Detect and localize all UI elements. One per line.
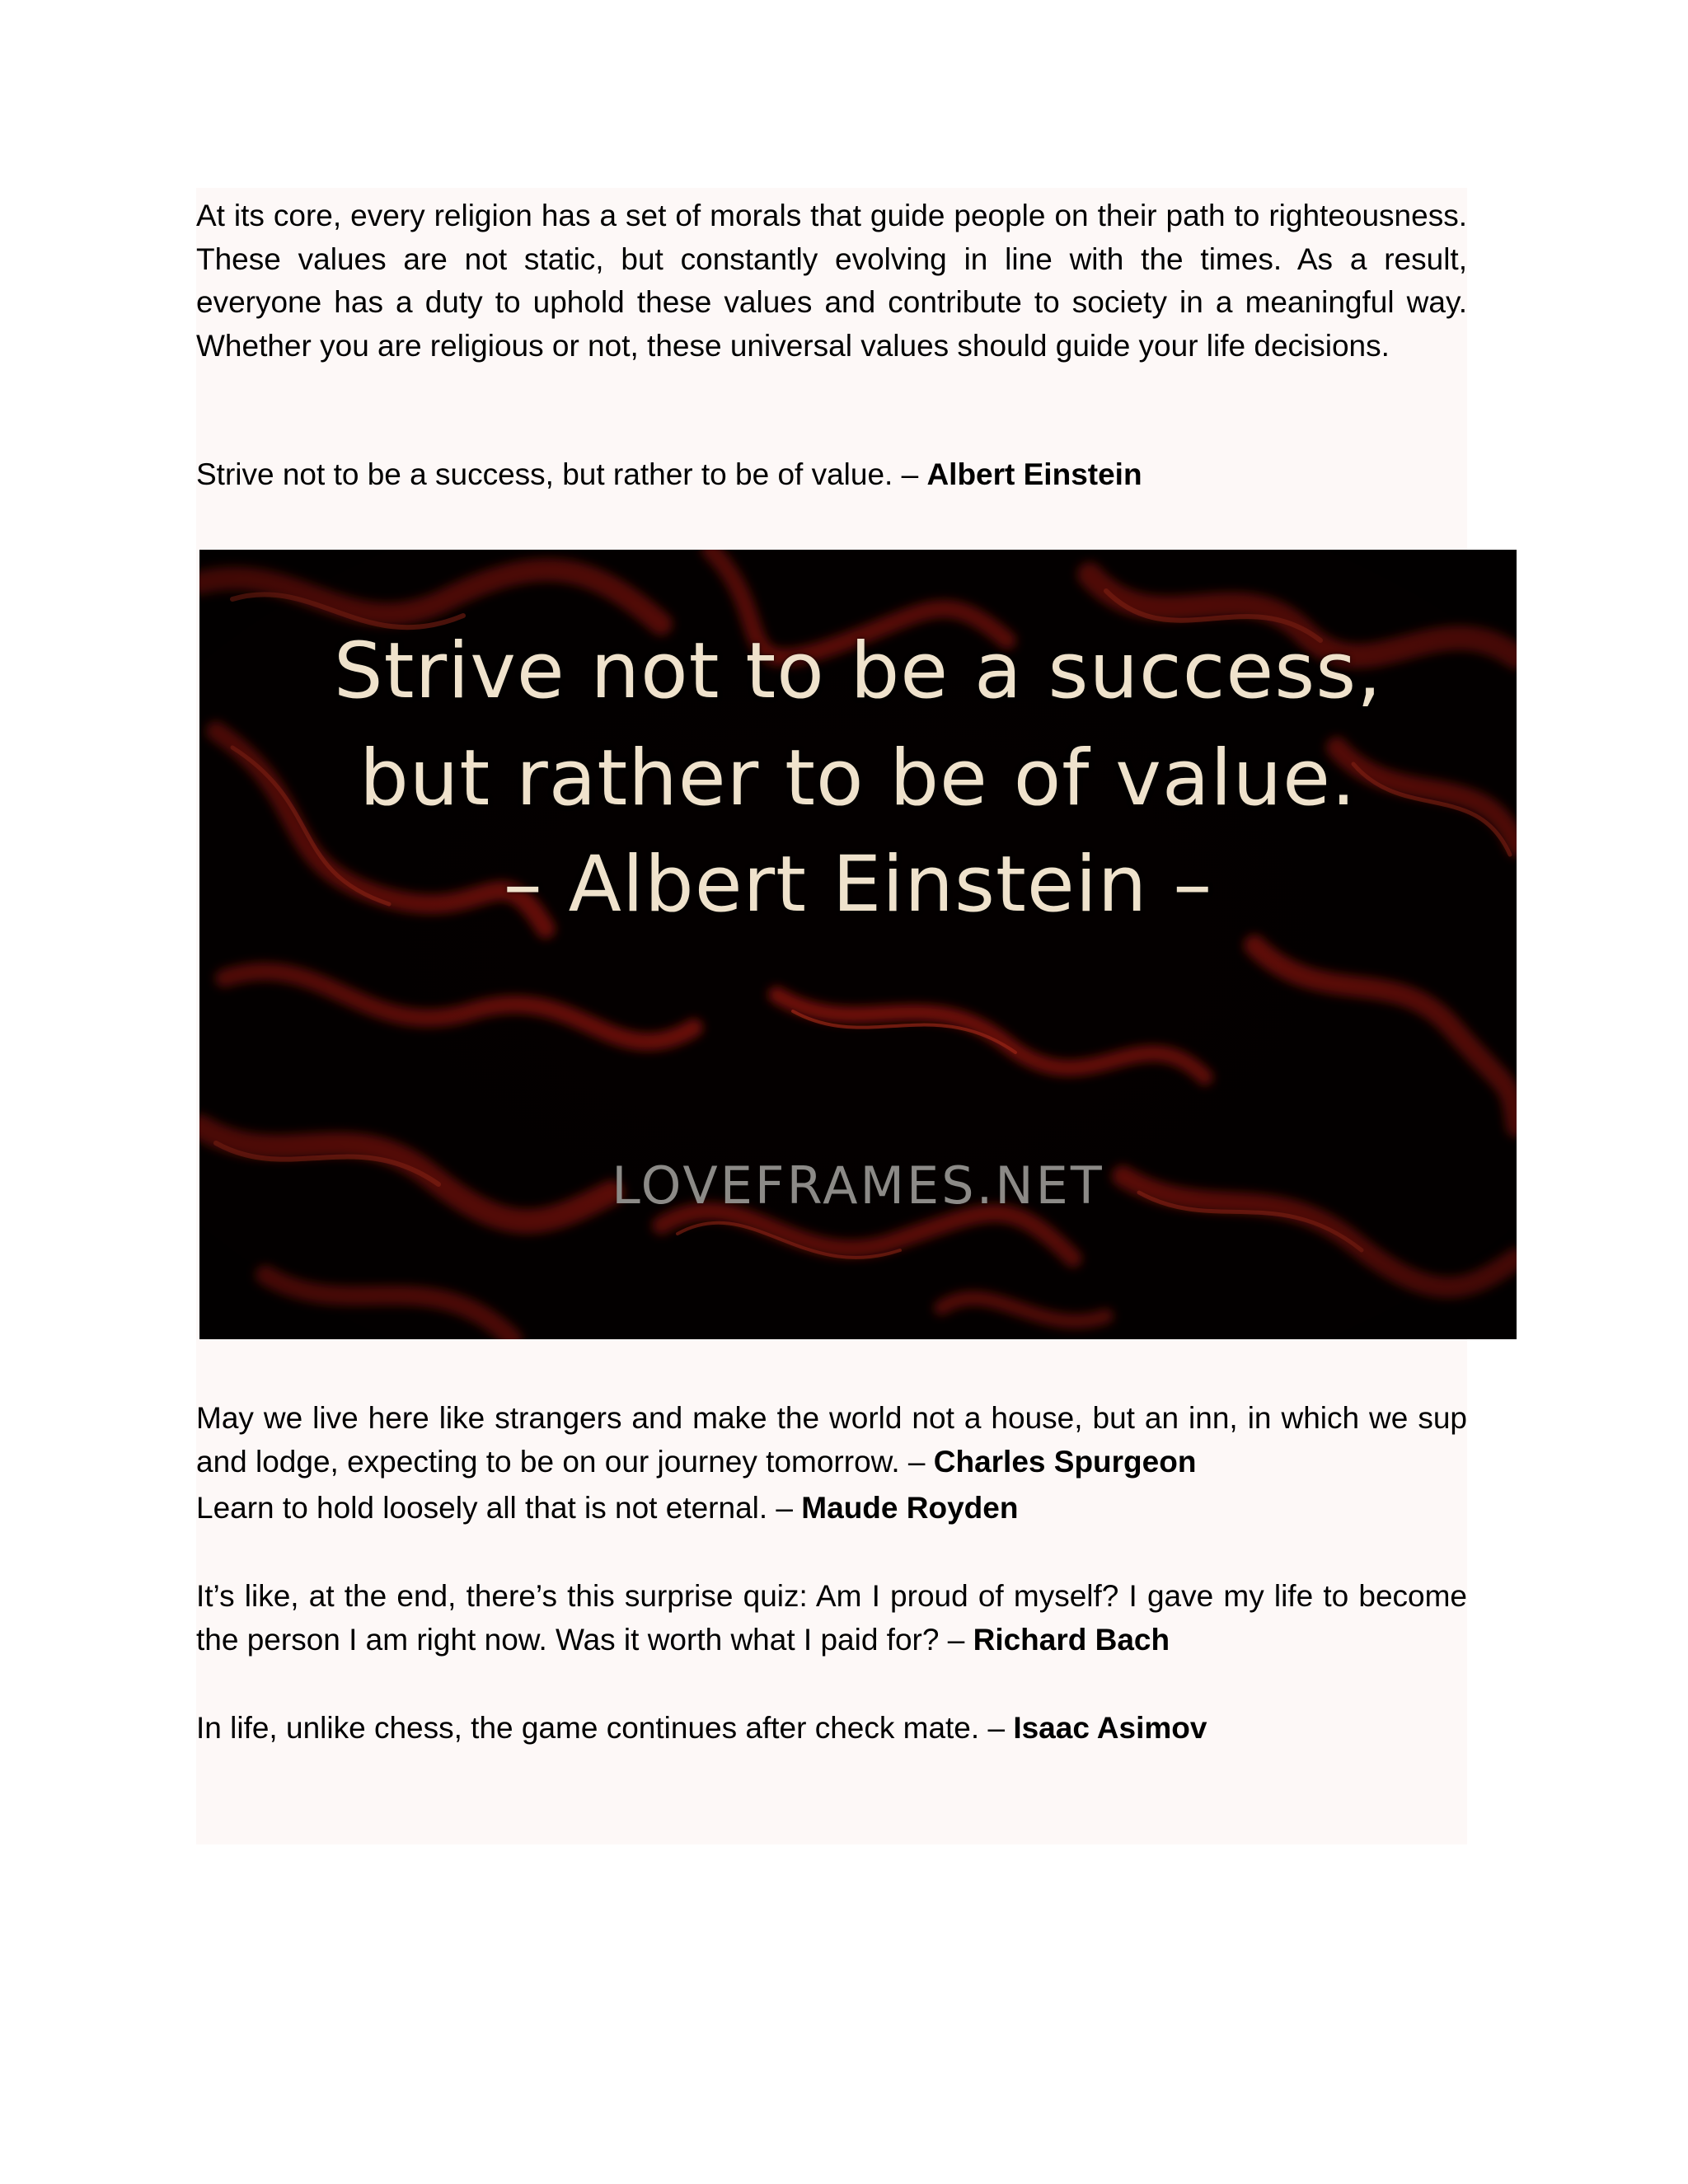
- quote-author: Charles Spurgeon: [933, 1444, 1197, 1479]
- quote-text: May we live here like strangers and make the world not a house, but an inn, in which we sup and lodge, expecting to be on our journey tomorrow. –: [196, 1401, 1467, 1479]
- quote-image: [199, 550, 1517, 1339]
- quote-text: In life, unlike chess, the game continues after check mate. –: [196, 1711, 1014, 1745]
- intro-text: At its core, every religion has a set of morals that guide people on their path to righteousness. These values are not static, but constantly evolving in line with the times. As a result, everyone has a duty to uphold these values and contribute to society in a meaningful way. Whether you are religious or not, these universal values should guide your life decisions.: [196, 199, 1467, 363]
- quote-einstein: [196, 453, 1467, 497]
- quote-text: Strive not to be a success, but rather to be of value. –: [196, 457, 927, 491]
- quote-author: Albert Einstein: [926, 457, 1142, 491]
- quote-spurgeon: [196, 1397, 1467, 1483]
- quote-text: It’s like, at the end, there’s this surprise quiz: Am I proud of myself? I gave my life to become the person I am right now. Was it worth what I paid for? –: [196, 1579, 1467, 1657]
- image-quote-line: Strive not to be a success,: [333, 626, 1383, 716]
- intro-paragraph: [196, 194, 1467, 368]
- quote-author: Richard Bach: [973, 1622, 1170, 1657]
- quote-author: Maude Royden: [801, 1491, 1019, 1525]
- quote-text: Learn to hold loosely all that is not eternal. –: [196, 1491, 802, 1525]
- quote-author: Isaac Asimov: [1013, 1711, 1207, 1745]
- image-quote-attribution: – Albert Einstein –: [503, 840, 1213, 930]
- quote-royden: [196, 1487, 1467, 1530]
- quote-asimov: [196, 1707, 1467, 1750]
- image-watermark: LOVEFRAMES.NET: [612, 1155, 1104, 1216]
- document-body: [196, 188, 1467, 1844]
- quote-bach: [196, 1575, 1467, 1661]
- image-quote-line: but rather to be of value.: [359, 733, 1357, 823]
